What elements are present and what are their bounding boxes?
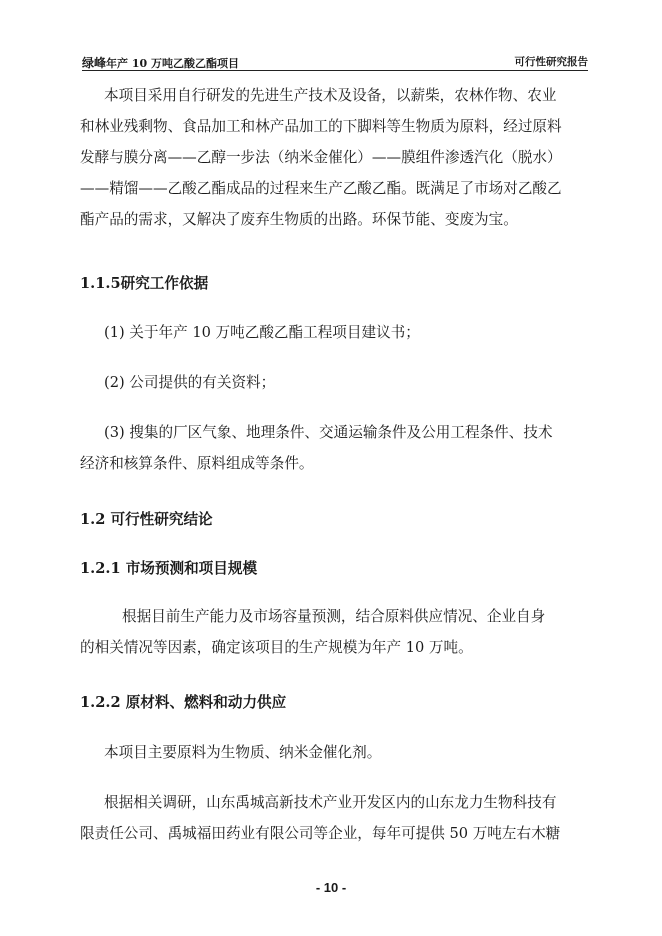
page-header [82, 52, 588, 71]
heading-1-2-1: 1.2.1 市场预测和项目规模 [80, 560, 258, 577]
basis-item-3 [80, 417, 590, 479]
heading-1-2-2: 1.2.2 原材料、燃料和动力供应 [80, 694, 287, 711]
market-line: 根据目前生产能力及市场容量预测，结合原料供应情况、企业自身 [122, 608, 546, 625]
intro-line: 本项目采用自行研发的先进生产技术及设备，以薪柴，农林作物、农业 [104, 87, 557, 104]
materials-paragraph-1 [80, 737, 590, 768]
basis-item-3-line: 经济和核算条件、原料组成等条件。 [80, 455, 314, 472]
materials-line: 根据相关调研，山东禹城高新技术产业开发区内的山东龙力生物科技有 [104, 794, 557, 811]
intro-line: 和林业残剩物、食品加工和林产品加工的下脚料等生物质为原料，经过原料 [80, 118, 562, 135]
materials-paragraph-2 [80, 787, 590, 849]
header-project-title-block [82, 54, 239, 71]
page-number: - 10 - [315, 880, 347, 895]
materials-line: 本项目主要原料为生物质、纳米金催化剂。 [104, 744, 382, 761]
header-project-title: 年产 10 万吨乙酸乙酯项目 [106, 57, 239, 70]
basis-item-3-line: (3) 搜集的厂区气象、地理条件、交通运输条件及公用工程条件、技术 [104, 424, 553, 441]
header-report-type: 可行性研究报告 [514, 56, 588, 68]
basis-item-1 [80, 317, 590, 348]
intro-line: 酯产品的需求，又解决了废弃生物质的出路。环保节能、变废为宝。 [80, 211, 518, 228]
basis-item-1-text: (1) 关于年产 10 万吨乙酸乙酯工程项目建议书； [104, 324, 420, 341]
header-brand: 绿峰 [82, 56, 107, 70]
intro-line: 发酵与膜分离——乙醇一步法（纳米金催化）——膜组件渗透汽化（脱水） [80, 149, 562, 166]
intro-line: ——精馏——乙酸乙酯成品的过程来生产乙酸乙酯。既满足了市场对乙酸乙 [80, 180, 562, 197]
heading-1-2: 1.2 可行性研究结论 [80, 511, 213, 528]
intro-paragraph [80, 80, 590, 235]
materials-line: 限责任公司、禹城福田药业有限公司等企业，每年可提供 50 万吨左右木糖 [80, 825, 561, 842]
market-paragraph [80, 601, 590, 663]
heading-1-1-5: 1.1.5研究工作依据 [80, 275, 209, 292]
market-line: 的相关情况等因素，确定该项目的生产规模为年产 10 万吨。 [80, 639, 473, 656]
basis-item-2-text: (2) 公司提供的有关资料； [104, 374, 276, 391]
basis-item-2 [80, 367, 590, 398]
